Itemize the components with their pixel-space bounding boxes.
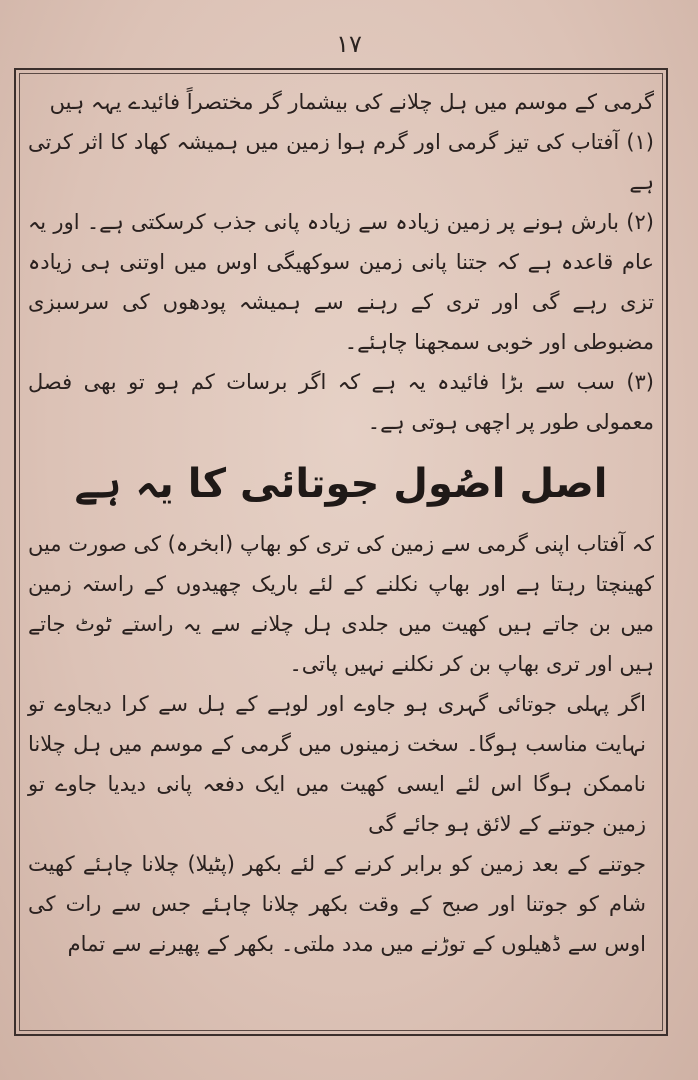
page-number: ١٧: [336, 30, 362, 58]
levelling-paragraph: جوتنے کے بعد زمین کو برابر کرنے کے لئے بکھر (پٹیلا) چلانا چاہئے کھیت شام کو جوتنا اور صبح کے وقت بکھر چلانا چاہئے جس سے رات کی اوس سے ڈھیلوں کے توڑنے میں مدد ملتی۔ بکھر کے پھیرنے سے تمام: [28, 852, 646, 956]
benefit-item-2: (۲) بارش ہونے پر زمین زیادہ سے زیادہ پانی جذب کرسکتی ہے۔ اور یہ عام قاعدہ ہے کہ جتنا پانی زمین سوکھیگی اوس میں اوتنی ہی زیادہ تزی رہے گی اور تری کے رہنے سے ہمیشہ پودھوں کی سرسبزی مضبوطی اور خوبی سمجھنا چاہئے۔: [28, 210, 654, 354]
section-heading: اصل اصُول جوتائی کا یہ ہے: [74, 461, 608, 507]
intro-paragraph: گرمی کے موسم میں ہل چلانے کی بیشمار گر مختصراً فائیدے یہہ ہیں: [49, 90, 654, 114]
page-body-text: [28, 82, 654, 1022]
first-ploughing-paragraph: اگر پہلی جوتائی گہری ہو جاوے اور لوہے کے ہل سے کرا دیجاوے تو نہایت مناسب ہوگا۔ سخت زمینوں میں گرمی کے موسم میں ہل چلانا ناممکن ہوگا اس لئے ایسی کھیت میں ایک دفعہ پانی دیدیا جاوے تو زمین جوتنے کے لائق ہو جائے گی: [28, 692, 646, 836]
benefit-item-3: (۳) سب سے بڑا فائیدہ یہ ہے کہ اگر برسات کم ہو تو بھی فصل معمولی طور پر اچھی ہوتی ہے۔: [28, 370, 654, 434]
principle-paragraph: کہ آفتاب اپنی گرمی سے زمین کی تری کو بھاپ (ابخرہ) کی صورت میں کھینچتا رہتا ہے اور بھاپ نکلنے کے لئے باریک چھیدوں کے راستہ زمین میں بن جاتے ہیں کھیت میں جلدی ہل چلانے سے یہ راستے ٹوٹ جاتے ہیں اور تری بھاپ بن کر نکلنے نہیں پاتی۔: [27, 532, 654, 676]
benefit-item-1: (۱) آفتاب کی تیز گرمی اور گرم ہوا زمین میں ہمیشہ کھاد کا اثر کرتی ہے: [28, 130, 654, 194]
